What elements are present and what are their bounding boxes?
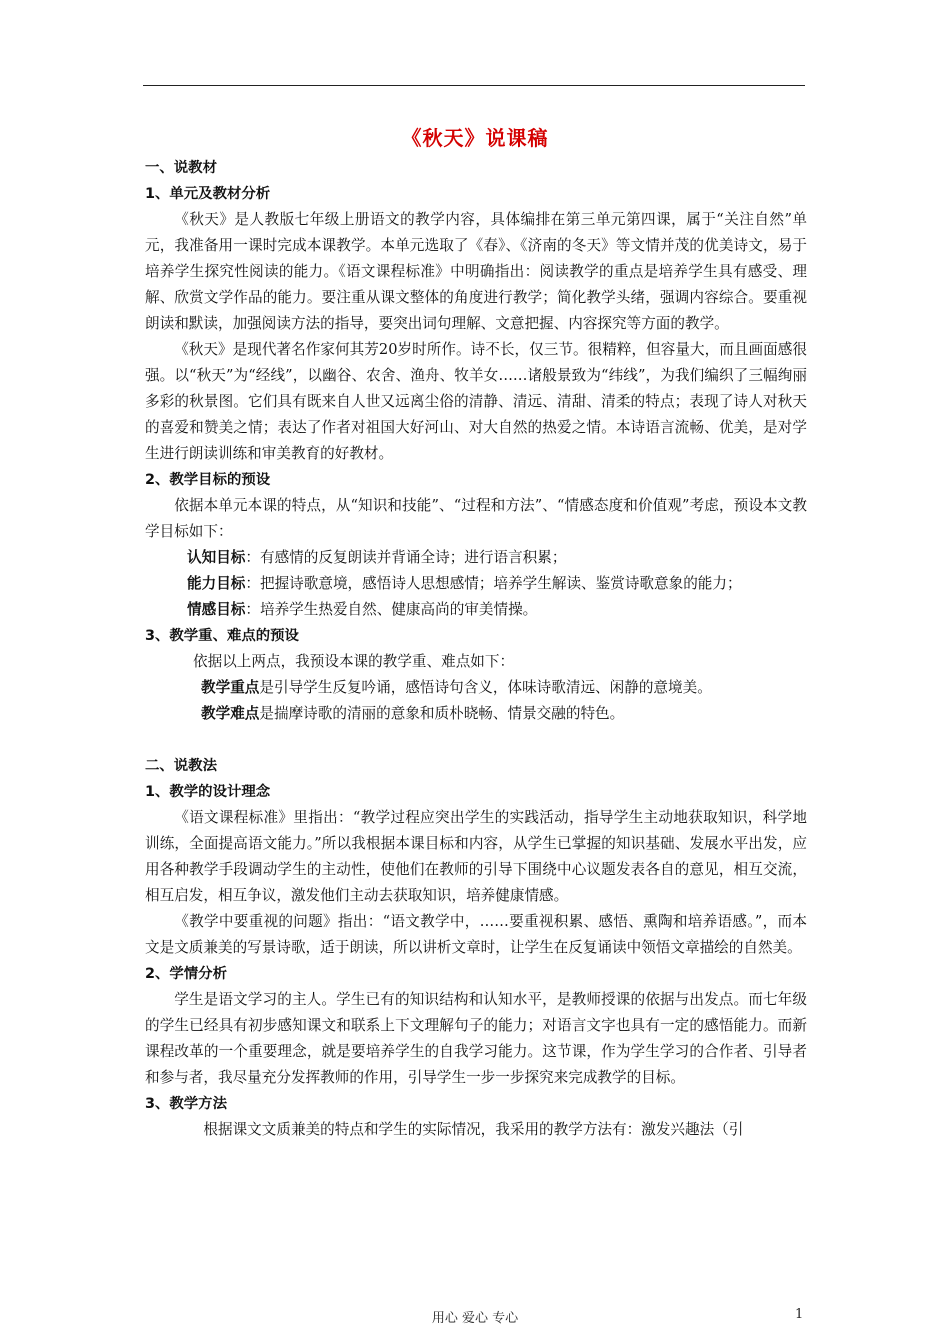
difficulty-label: 教学难点 xyxy=(201,705,260,722)
goal-label: 认知目标 xyxy=(187,549,246,566)
paragraph: 《秋天》是现代著名作家何其芳20岁时所作。诗不长，仅三节。很精粹，但容量大，而且画面感很强。以“秋天”为“经线”，以幽谷、农舍、渔舟、牧羊女……诸般景致为“纬线”，为我们编织了三幅绚丽多彩的秋景图。它们具有既来自人世又远离尘俗的清静、清远、清甜、清柔的特点；表现了诗人对秋天的喜爱和赞美之情；表达了作者对祖国大好河山、对大自然的热爱之情。本诗语言流畅、优美，是对学生进行朗读训练和审美教育的好教材。 xyxy=(145,341,807,462)
section-heading: 一、说教材 xyxy=(145,160,217,176)
section-heading: 二、说教法 xyxy=(145,758,217,774)
goal-line xyxy=(145,545,807,571)
goal-text: ：培养学生热爱自然、健康高尚的审美情操。 xyxy=(245,601,538,618)
paragraph: 《教学中要重视的问题》指出：“语文教学中，……要重视积累、感悟、熏陶和培养语感。”，而本文是文质兼美的写景诗歌，适于朗读，所以讲析文章时，让学生在反复诵读中领悟文章描绘的自然美。 xyxy=(145,913,807,956)
subsection-heading: 2、学情分析 xyxy=(145,966,227,982)
paragraph: 依据以上两点，我预设本课的教学重、难点如下： xyxy=(193,653,515,670)
spacer xyxy=(145,727,807,753)
goal-label: 情感目标 xyxy=(187,601,246,618)
page-title: 《秋天》说课稿 xyxy=(401,126,549,150)
goal-line xyxy=(145,597,807,623)
goal-text: ：把握诗歌意境，感悟诗人思想感情；培养学生解读、鉴赏诗歌意象的能力； xyxy=(245,575,742,592)
subsection-heading: 2、教学目标的预设 xyxy=(145,472,271,488)
difficulty-text: 是揣摩诗歌的清丽的意象和质朴晓畅、情景交融的特色。 xyxy=(259,705,625,722)
page-number: 1 xyxy=(795,1307,804,1322)
subsection-heading: 1、教学的设计理念 xyxy=(145,784,271,800)
footer-text: 用心 爱心 专心 xyxy=(431,1311,519,1326)
subsection-heading: 1、单元及教材分析 xyxy=(145,186,271,202)
header-rule xyxy=(143,85,805,86)
paragraph: 根据课文文质兼美的特点和学生的实际情况，我采用的教学方法有：激发兴趣法（引 xyxy=(203,1121,744,1138)
key-point-line xyxy=(145,675,807,701)
paragraph: 依据本单元本课的特点，从“知识和技能”、“过程和方法”、“情感态度和价值观”考虑，预设本文教学目标如下： xyxy=(145,497,807,540)
key-point-text: 是引导学生反复吟诵，感悟诗句含义，体味诗歌清远、闲静的意境美。 xyxy=(259,679,712,696)
goal-line xyxy=(145,571,807,597)
goal-text: ：有感情的反复朗读并背诵全诗；进行语言积累； xyxy=(245,549,567,566)
key-point-label: 教学重点 xyxy=(201,679,260,696)
paragraph: 学生是语文学习的主人。学生已有的知识结构和认知水平，是教师授课的依据与出发点。而七年级的学生已经具有初步感知课文和联系上下文理解句子的能力；对语言文字也具有一定的感悟能力。而新课程改革的一个重要理念，就是要培养学生的自我学习能力。这节课，作为学生学习的合作者、引导者和参与者，我尽量充分发挥教师的作用，引导学生一步一步探究来完成教学的目标。 xyxy=(145,991,807,1086)
document-body xyxy=(145,155,807,1143)
goal-label: 能力目标 xyxy=(187,575,246,592)
subsection-heading: 3、教学方法 xyxy=(145,1096,227,1112)
paragraph: 《秋天》是人教版七年级上册语文的教学内容，具体编排在第三单元第四课，属于“关注自然”单元，我准备用一课时完成本课教学。本单元选取了《春》、《济南的冬天》等文情并茂的优美诗文，易于培养学生探究性阅读的能力。《语文课程标准》中明确指出：阅读教学的重点是培养学生具有感受、理解、欣赏文学作品的能力。要注重从课文整体的角度进行教学；简化教学头绪，强调内容综合。要重视朗读和默读，加强阅读方法的指导，要突出词句理解、文意把握、内容探究等方面的教学。 xyxy=(145,211,807,332)
difficulty-line xyxy=(145,701,807,727)
paragraph: 《语文课程标准》里指出：“教学过程应突出学生的实践活动，指导学生主动地获取知识，科学地训练，全面提高语文能力。”所以我根据本课目标和内容，从学生已掌握的知识基础、发展水平出发，应用各种教学手段调动学生的主动性，使他们在教师的引导下围绕中心议题发表各自的意见，相互交流，相互启发，相互争议，激发他们主动去获取知识，培养健康情感。 xyxy=(145,809,807,904)
subsection-heading: 3、教学重、难点的预设 xyxy=(145,628,299,644)
